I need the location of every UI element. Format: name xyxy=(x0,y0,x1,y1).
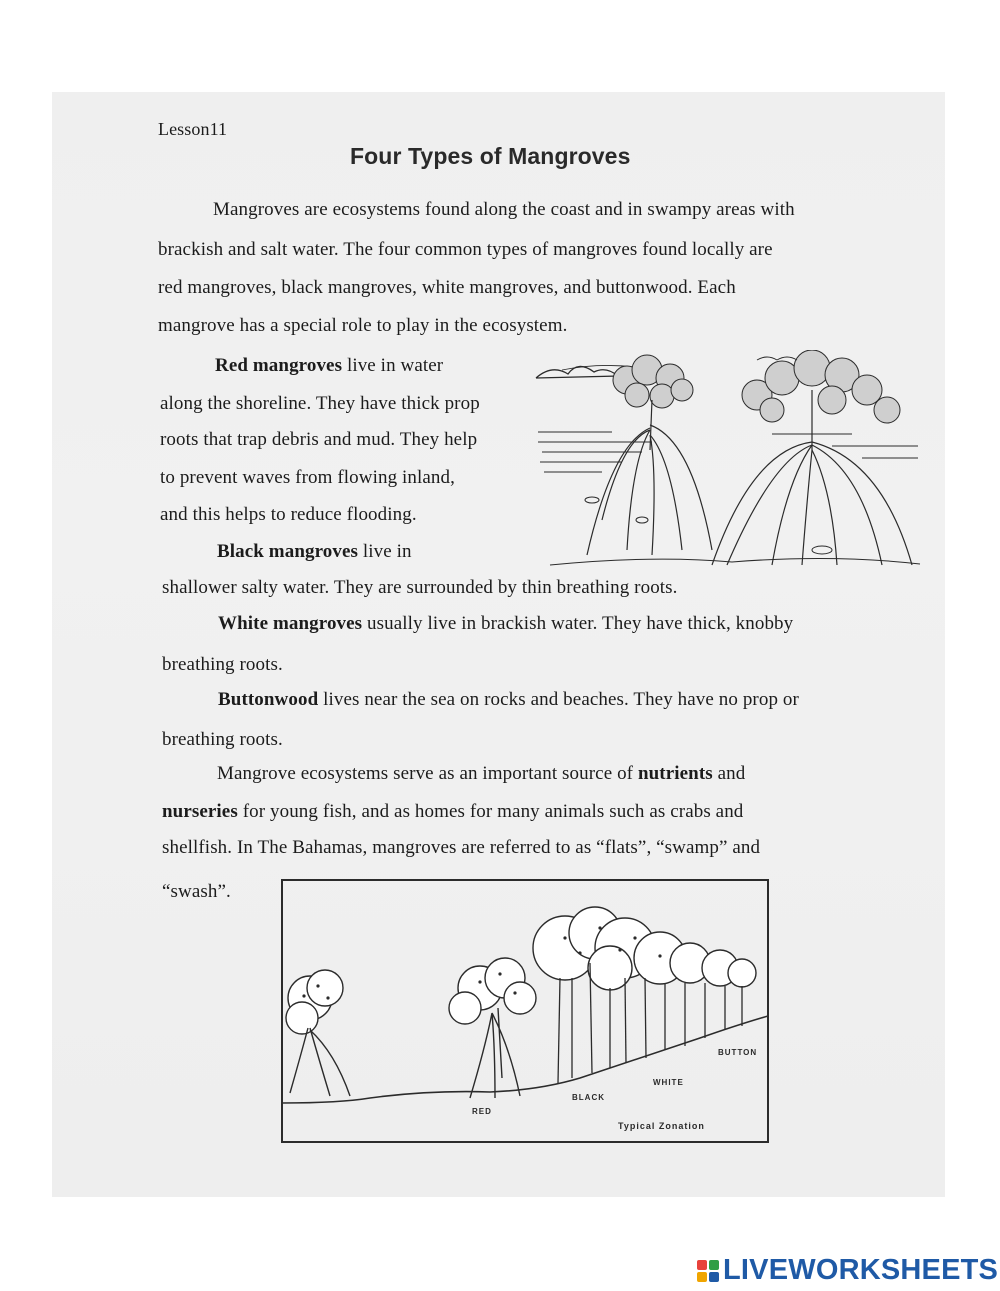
logo-square-3 xyxy=(697,1272,707,1282)
red-mangroves-line-4: to prevent waves from flowing inland, xyxy=(160,467,455,488)
buttonwood-line-2: breathing roots. xyxy=(162,729,283,750)
intro-line-4: mangrove has a special role to play in the ecosystem. xyxy=(158,315,568,336)
zone-label-black: BLACK xyxy=(572,1093,605,1102)
closing-line-4: “swash”. xyxy=(162,881,231,902)
zonation-caption: Typical Zonation xyxy=(618,1121,705,1131)
white-mangroves-line-2: breathing roots. xyxy=(162,654,283,675)
zone-label-white: WHITE xyxy=(653,1078,684,1087)
intro-line-1: Mangroves are ecosystems found along the coast and in swampy areas with xyxy=(213,199,795,220)
intro-line-2: brackish and salt water. The four common types of mangroves found locally are xyxy=(158,239,773,260)
red-mangrove-illustration xyxy=(532,350,922,570)
liveworksheets-logo-icon xyxy=(697,1260,719,1282)
red-mangroves-term: Red mangroves xyxy=(215,355,343,376)
intro-line-3: red mangroves, black mangroves, white mangroves, and buttonwood. Each xyxy=(158,277,736,298)
logo-square-2 xyxy=(709,1260,719,1270)
nutrients-term: nutrients xyxy=(637,763,713,784)
buttonwood-term: Buttonwood xyxy=(218,689,319,710)
red-mangroves-line-1: Red mangroves live in water xyxy=(215,355,444,376)
logo-square-1 xyxy=(697,1260,707,1270)
zone-label-button: BUTTON xyxy=(718,1048,758,1057)
white-mangroves-term: White mangroves xyxy=(218,613,363,634)
lesson-label: Lesson11 xyxy=(158,119,228,139)
buttonwood-line-1: Buttonwood lives near the sea on rocks and beaches. They have no prop or xyxy=(218,689,799,710)
zone-label-red: RED xyxy=(472,1107,492,1116)
black-mangroves-term: Black mangroves xyxy=(217,541,359,562)
black-mangroves-line-2: shallower salty water. They are surrounded by thin breathing roots. xyxy=(162,577,678,598)
nurseries-term: nurseries xyxy=(162,801,238,822)
logo-square-4 xyxy=(709,1272,719,1282)
zonation-diagram xyxy=(280,878,770,1144)
page-title: Four Types of Mangroves xyxy=(350,143,631,169)
white-mangroves-line-1: White mangroves usually live in brackish water. They have thick, knobby xyxy=(218,613,794,634)
closing-line-3: shellfish. In The Bahamas, mangroves are referred to as “flats”, “swamp” and xyxy=(162,837,761,858)
liveworksheets-brand: LIVEWORKSHEETS xyxy=(723,1254,999,1286)
red-mangroves-line-5: and this helps to reduce flooding. xyxy=(160,504,417,525)
closing-line-2: nurseries for young fish, and as homes for many animals such as crabs and xyxy=(162,801,744,822)
red-mangroves-line-3: roots that trap debris and mud. They help xyxy=(160,429,478,450)
liveworksheets-footer xyxy=(697,1254,998,1287)
closing-line-1: Mangrove ecosystems serve as an important source of nutrients and xyxy=(217,763,746,784)
black-mangroves-line-1: Black mangroves live in xyxy=(217,541,412,562)
red-mangroves-line-2: along the shoreline. They have thick prop xyxy=(160,393,480,414)
